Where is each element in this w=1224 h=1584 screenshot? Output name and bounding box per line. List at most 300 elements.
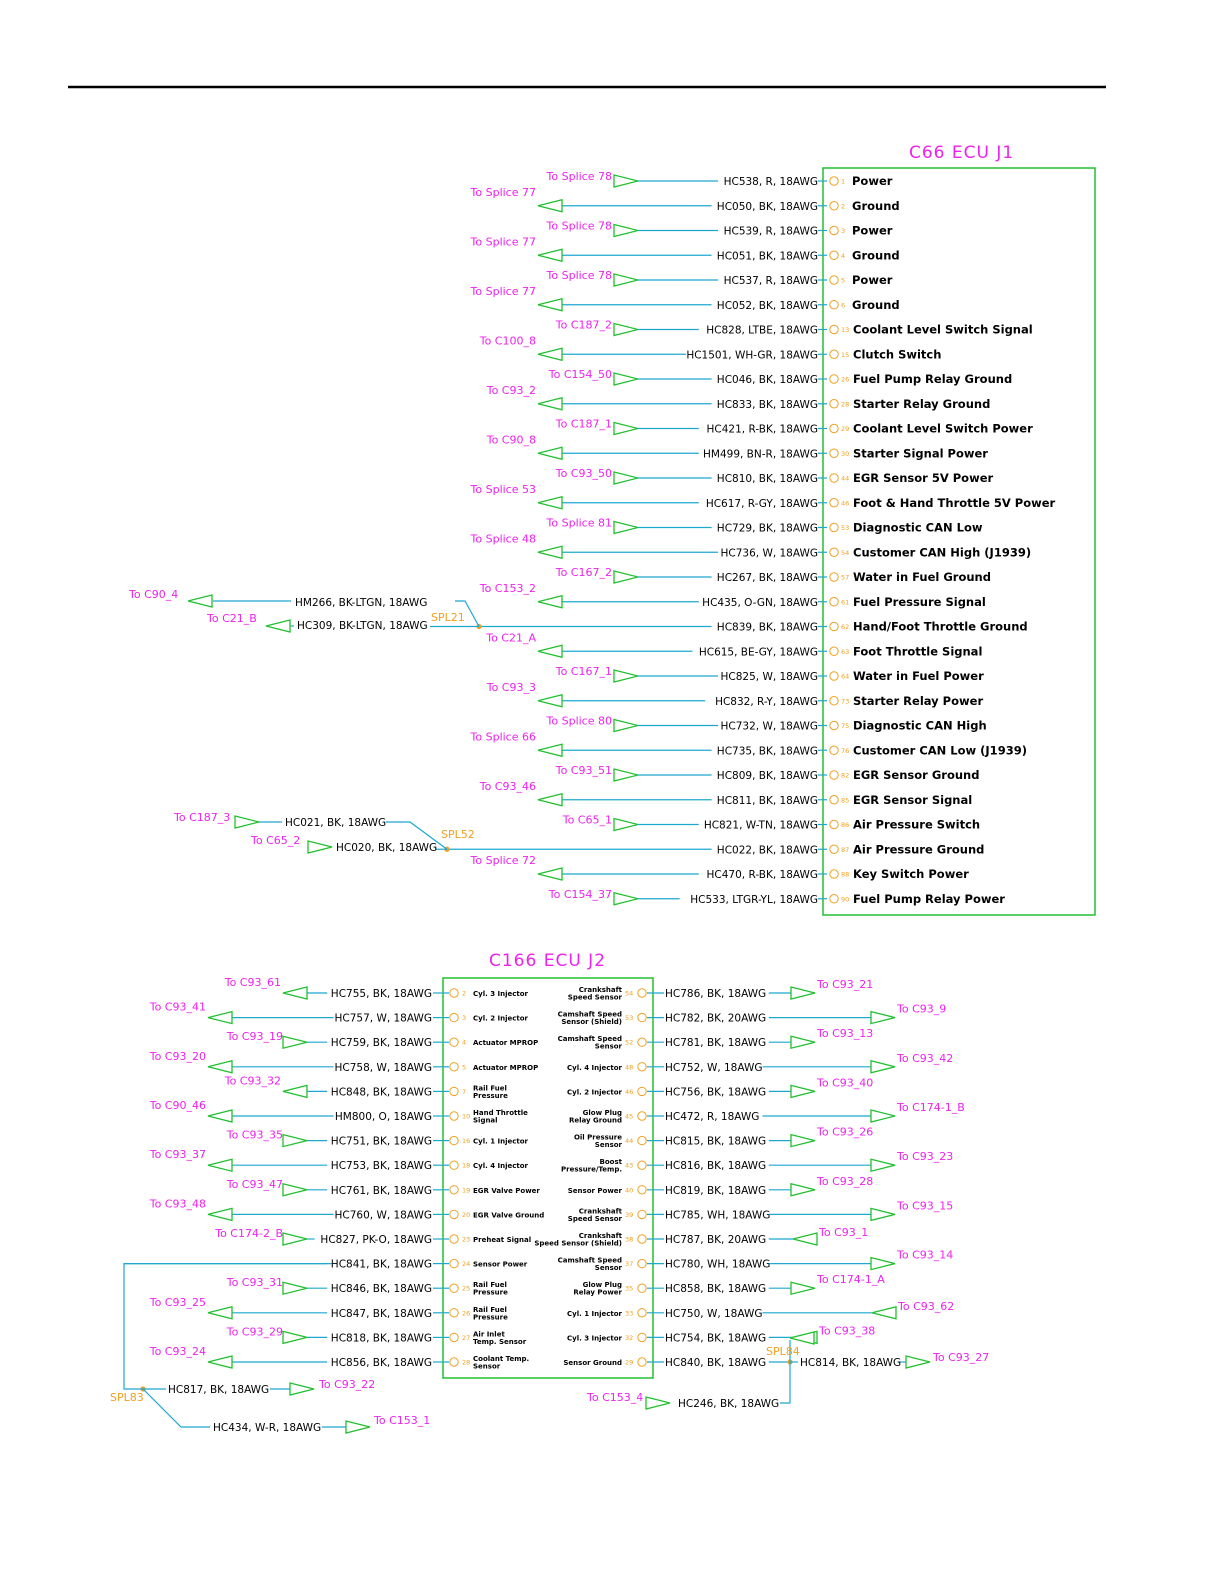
j2-right-pin-circle (638, 1210, 646, 1218)
j2-right-pin-circle (638, 1259, 646, 1267)
j1-pin-function: Ground (852, 198, 900, 213)
j1-pin-function: Starter Relay Power (853, 693, 984, 708)
j1-arrow-in (538, 868, 562, 880)
j1-arrow-out (614, 472, 638, 484)
j1-arrow-out (614, 373, 638, 385)
j2-right-function: Sensor Power (567, 1186, 622, 1195)
j1-dest-label: To C154_37 (548, 887, 612, 901)
j1-pin-function: Fuel Pressure Signal (853, 594, 986, 609)
j1-pin-function: Diagnostic CAN Low (853, 520, 983, 535)
j2-right-pin-circle (638, 1112, 646, 1120)
j1-pin-circle (830, 697, 838, 705)
j1-wire-label: HC617, R-GY, 18AWG (705, 497, 818, 510)
j2-right-dest: To C93_62 (898, 1299, 955, 1313)
j2-left-wire-label: HC751, BK, 18AWG (330, 1135, 432, 1148)
j2-right-function: Glow Plug Relay Ground (568, 1109, 622, 1125)
j1-pin-function: Power (852, 174, 893, 188)
j2-right-arrow (871, 1258, 895, 1270)
j2-left-wire-label: HC757, W, 18AWG (334, 1012, 432, 1025)
j2-left-wire-label: HC856, BK, 18AWG (330, 1357, 432, 1369)
j2-right-function: Cyl. 1 Injector (567, 1309, 622, 1318)
j2-left-wire-label: HM800, O, 18AWG (334, 1111, 432, 1123)
j2-left-wire-label: HC841, BK, 18AWG (330, 1258, 432, 1271)
j2-left-wire-label: HC846, BK, 18AWG (330, 1283, 432, 1296)
j2-left-function: Air Inlet Temp. Sensor (473, 1330, 527, 1346)
j2-right-pin-circle (638, 1235, 646, 1243)
j2-left-dest: To C93_25 (149, 1295, 206, 1309)
j2-left-pin-number: 2 (462, 989, 467, 998)
j1-rows (188, 170, 1056, 906)
j1-pin-number: 54 (841, 548, 850, 557)
spl83-to-a: To C93_22 (319, 1378, 376, 1391)
j1-pin-function: Foot Throttle Signal (853, 644, 983, 659)
j2-right-pin-number: 48 (625, 1063, 634, 1072)
j2-left-pin-number: 25 (462, 1284, 471, 1293)
j2-left-wire-label: HC761, BK, 18AWG (330, 1184, 432, 1197)
j2-left-pin-number: 5 (462, 1063, 467, 1072)
j1-wire-label: HC833, BK, 18AWG (716, 398, 818, 411)
j2-left-dest: To C93_29 (226, 1325, 283, 1339)
j2-left-dest: To C93_37 (149, 1148, 206, 1162)
j2-right-function: Sensor Ground (563, 1359, 622, 1367)
j2-right-wire-label: HC472, R, 18AWG (665, 1111, 760, 1123)
j1-wire-label: HC729, BK, 18AWG (716, 522, 818, 535)
j1-dest-label: To Splice 66 (470, 730, 536, 744)
j2-left-dest: To C93_31 (226, 1276, 283, 1290)
j2-right-pin-number: 32 (625, 1333, 634, 1342)
j2-right-arrow (871, 1061, 895, 1073)
j2-left-arrow-out (208, 1061, 232, 1073)
j2-left-pin-circle (450, 1284, 458, 1292)
j2-left-dest: To C93_19 (226, 1030, 283, 1044)
j1-pin-function: Coolant Level Switch Power (853, 421, 1033, 436)
j2-right-pin-number: 37 (625, 1260, 634, 1269)
j1-pin-number: 63 (841, 647, 850, 656)
j1-arrow-in (538, 348, 562, 360)
j1-pin-number: 90 (841, 895, 850, 904)
j2-right-pin-number: 40 (625, 1186, 634, 1195)
j2-left-pin-circle (450, 1161, 458, 1169)
j1-pin-function: EGR Sensor Signal (853, 792, 973, 807)
j2-right-pin-number: 43 (625, 1161, 634, 1170)
j2-right-pin-circle (638, 1013, 646, 1021)
j1-pin-circle (830, 721, 838, 729)
j2-left-pin-circle (450, 1210, 458, 1218)
j1-wire-label: HC050, BK, 18AWG (716, 200, 818, 213)
j2-right-arrow (791, 1184, 815, 1196)
j1-pin-circle (830, 647, 838, 655)
j1-pin-number: 26 (841, 375, 850, 384)
j1-dest-label: To C153_2 (479, 581, 536, 595)
j1-wire-label: HC736, W, 18AWG (720, 547, 818, 560)
j1-pin-number: 29 (841, 425, 850, 433)
j1-pin-function: Customer CAN Low (J1939) (853, 743, 1027, 758)
j1-arrow-in (538, 695, 562, 707)
j1-pin-number: 6 (841, 301, 846, 310)
j2-right-arrow (791, 1085, 815, 1097)
j2-left-function: Cyl. 3 Injector (473, 990, 528, 998)
j2-connector (110, 951, 989, 1434)
j1-pin-circle (830, 771, 838, 779)
j1-arrow-in (538, 200, 562, 212)
spl52-arrow-a (235, 816, 259, 828)
j1-arrow-out (614, 769, 638, 781)
j2-right-pin-number: 53 (625, 1014, 634, 1023)
j1-arrow-out (614, 670, 638, 682)
j2-left-dest: To C93_35 (226, 1128, 283, 1142)
j1-wire-label: HC825, W, 18AWG (720, 671, 818, 683)
j2-right-wire-label: HC754, BK, 18AWG (665, 1332, 767, 1345)
j2-right-wire-label: HC858, BK, 18AWG (665, 1283, 767, 1296)
j2-right-pin-circle (638, 1038, 646, 1046)
j1-dest-label: To C65_1 (562, 813, 612, 827)
j2-left-arrow-in (283, 1233, 307, 1245)
j1-arrow-in (538, 249, 562, 261)
j1-dest-label: To Splice 78 (546, 170, 612, 183)
j2-right-wire-label: HC819, BK, 18AWG (665, 1184, 767, 1197)
j1-wire-label: HM499, BN-R, 18AWG (703, 448, 818, 461)
j2-right-function: Camshaft Speed Sensor (557, 1035, 622, 1051)
j2-left-pin-number: 4 (462, 1038, 467, 1047)
j2-right-pin-circle (638, 1087, 646, 1095)
spl21-group (128, 588, 465, 632)
j1-connector (128, 143, 1095, 915)
j1-dest-label: To C93_50 (555, 467, 612, 480)
j1-pin-function: Water in Fuel Power (853, 669, 984, 683)
j1-dest-label: To Splice 81 (546, 516, 612, 530)
j2-left-dest: To C93_48 (149, 1197, 206, 1211)
j2-left-function: Rail Fuel Pressure (473, 1305, 508, 1322)
j1-wire-label: HC821, W-TN, 18AWG (703, 819, 818, 832)
j1-pin-function: Power (852, 273, 893, 287)
j2-left-pin-number: 27 (462, 1333, 471, 1342)
j1-pin-number: 2 (841, 202, 846, 211)
j2-left-wire-label: HC760, W, 18AWG (334, 1209, 432, 1222)
j1-pin-circle (830, 796, 838, 804)
j1-pin-function: EGR Sensor 5V Power (853, 471, 994, 485)
j2-right-dest: To C93_42 (897, 1051, 954, 1065)
j1-wire-label: HC267, BK, 18AWG (716, 572, 818, 584)
j1-pin-number: 75 (841, 722, 850, 730)
j2-right-pin-number: 54 (625, 989, 634, 998)
j2-right-dest: To C93_23 (897, 1150, 954, 1164)
j2-right-wire-label: HC782, BK, 20AWG (665, 1012, 767, 1025)
j1-wire-label: HC735, BK, 18AWG (716, 745, 818, 758)
j2-right-function: Camshaft Speed Sensor (557, 1256, 622, 1273)
j2-left-pin-number: 10 (462, 1112, 471, 1121)
j2-right-dest: To C93_13 (817, 1027, 874, 1041)
j2-left-function: Cyl. 4 Injector (473, 1162, 528, 1171)
j2-left-pin-number: 23 (462, 1235, 471, 1244)
j2-right-function: Cyl. 4 Injector (567, 1063, 622, 1072)
j2-left-function: EGR Valve Ground (473, 1211, 545, 1220)
j2-right-dest: To C93_14 (897, 1248, 954, 1262)
j1-wire-label: HC615, BE-GY, 18AWG (698, 646, 818, 659)
spl21-label: SPL21 (431, 611, 465, 624)
j2-right-wire-label: HC750, W, 18AWG (665, 1307, 763, 1320)
spl83-arrow-a (290, 1383, 314, 1395)
j2-left-function: Rail Fuel Pressure (473, 1281, 508, 1297)
j2-left-function: EGR Valve Power (473, 1186, 540, 1195)
j2-left-pin-circle (450, 1087, 458, 1095)
j1-dest-label: To Splice 53 (470, 482, 536, 496)
spl52-wire-b: HC020, BK, 18AWG (336, 842, 438, 854)
j2-left-wire-label: HC758, W, 18AWG (334, 1061, 432, 1074)
j1-dest-label: To Splice 48 (470, 532, 536, 546)
j1-pin-circle (830, 573, 838, 581)
j2-left-pin-circle (450, 989, 458, 997)
j1-arrow-in (538, 299, 562, 311)
j1-arrow-in (538, 398, 562, 410)
j2-right-arrow (791, 987, 815, 999)
spl84-to-b: To C153_4 (587, 1391, 644, 1404)
j2-right-dest: To C174-1_A (817, 1273, 885, 1287)
j2-left-dest: To C174-2_B (215, 1227, 283, 1240)
j1-arrow-out (614, 274, 638, 286)
j2-right-arrow (791, 1135, 815, 1147)
j2-right-pin-circle (638, 1309, 646, 1317)
j2-right-wire-label: HC780, WH, 18AWG (665, 1258, 771, 1271)
j1-wire-label: HC435, O-GN, 18AWG (702, 596, 818, 609)
j2-right-dest: To C93_38 (819, 1324, 876, 1338)
j2-left-function: Hand Throttle Signal (473, 1109, 528, 1125)
j1-wire-label: HC046, BK, 18AWG (716, 374, 818, 386)
j2-right-arrow (871, 1110, 895, 1122)
spl84-arrow-c (790, 1332, 814, 1344)
j1-pin-number: 64 (841, 672, 850, 681)
j2-right-function: Oil Pressure Sensor (573, 1133, 622, 1150)
j2-left-function: Preheat Signal (473, 1236, 532, 1244)
j2-left-arrow-out (208, 1307, 232, 1319)
j1-arrow-out (614, 720, 638, 732)
j2-left-function: Actuator MPROP (473, 1039, 539, 1048)
j1-pin-circle (830, 449, 838, 457)
j2-right-pin-number: 44 (625, 1137, 634, 1146)
j1-pin-circle (830, 424, 838, 432)
j1-pin-circle (830, 870, 838, 878)
j1-pin-circle (830, 523, 838, 531)
j1-wire-label: HC052, BK, 18AWG (716, 299, 818, 312)
j2-left-function: Coolant Temp. Sensor (473, 1355, 530, 1371)
j1-pin-function: Key Switch Power (853, 867, 969, 881)
spl84-wire-b: HC246, BK, 18AWG (678, 1398, 780, 1410)
j2-left-pin-circle (450, 1112, 458, 1120)
spl21-arrow-a (188, 595, 212, 607)
j2-left-wire-label: HC759, BK, 18AWG (330, 1037, 432, 1050)
j1-arrow-in (538, 744, 562, 756)
spl84-label: SPL84 (766, 1345, 800, 1358)
j2-right-dest: To C93_40 (817, 1076, 874, 1090)
j2-left-arrow-out (208, 1208, 232, 1220)
j1-dest-label: To Splice 78 (546, 269, 612, 282)
j1-dest-label: To Splice 72 (470, 854, 536, 867)
j2-right-pin-number: 33 (625, 1309, 634, 1318)
j2-left-arrow-out (283, 987, 307, 999)
j1-dest-label: To C93_46 (479, 779, 536, 793)
j2-title: C166 ECU J2 (489, 951, 607, 971)
j2-right-dest: To C93_1 (819, 1226, 869, 1239)
j1-pin-function: Air Pressure Ground (853, 842, 985, 857)
j2-left-function: Cyl. 2 Injector (473, 1014, 528, 1023)
j2-right-arrow (871, 1012, 895, 1024)
j2-right-pin-number: 46 (625, 1087, 634, 1096)
j1-wire-label: HC732, W, 18AWG (720, 720, 818, 733)
spl21-wire-a: HM266, BK-LTGN, 18AWG (295, 597, 428, 609)
j2-left-pin-number: 20 (462, 1210, 471, 1219)
j1-wire-label: HC470, R-BK, 18AWG (706, 869, 818, 881)
spl84-arrow-b (646, 1397, 670, 1409)
j1-pin-number: 3 (841, 227, 846, 235)
j1-pin-function: Fuel Pump Relay Power (853, 891, 1005, 906)
j2-left-pin-number: 28 (462, 1358, 471, 1367)
j2-right-pin-circle (638, 1333, 646, 1341)
j1-dest-label: To Splice 77 (470, 235, 536, 249)
j2-right-arrow (793, 1233, 817, 1245)
j1-pin-number: 30 (841, 449, 850, 458)
j2-left-pin-circle (450, 1063, 458, 1071)
j1-dest-label: To C167_2 (555, 566, 612, 579)
j1-pin-circle (830, 499, 838, 507)
spl83-wire-b: HC434, W-R, 18AWG (213, 1422, 322, 1434)
j1-pin-function: Ground (852, 248, 900, 263)
j2-right-dest: To C93_28 (817, 1174, 874, 1188)
j2-left-wire-label: HC755, BK, 18AWG (330, 988, 432, 1000)
j2-right-pin-circle (638, 1161, 646, 1169)
spl83-arrow-b (346, 1421, 370, 1433)
j2-right-dest: To C93_21 (817, 978, 874, 991)
j1-dest-label: To C187_2 (555, 318, 612, 332)
j1-pin-number: 13 (841, 326, 850, 334)
j1-dest-label: To Splice 78 (546, 219, 612, 233)
spl21-arrow-b (266, 620, 290, 632)
j1-dest-label: To C93_51 (555, 764, 612, 777)
j1-pin-number: 44 (841, 474, 850, 483)
j2-left-pin-circle (450, 1259, 458, 1267)
j2-right-wire-label: HC840, BK, 18AWG (665, 1357, 767, 1369)
j2-left-dest: To C93_24 (149, 1345, 206, 1358)
j2-left-pin-circle (450, 1013, 458, 1021)
spl21-wire-b: HC309, BK-LTGN, 18AWG (297, 620, 428, 632)
j2-right-arrow (871, 1208, 895, 1220)
j2-right-wire-label: HC787, BK, 20AWG (665, 1234, 767, 1246)
j1-dest-label: To C93_2 (486, 383, 536, 397)
j1-arrow-out (614, 571, 638, 583)
j2-right-dest: To C174-1_B (897, 1101, 965, 1114)
j2-left-function: Actuator MPROP (473, 1063, 539, 1072)
j2-right-pin-number: 39 (625, 1210, 634, 1219)
j1-arrow-in (538, 546, 562, 558)
j1-pin-number: 57 (841, 573, 850, 582)
j2-right-arrow (791, 1036, 815, 1048)
j1-pin-function: Foot & Hand Throttle 5V Power (853, 495, 1056, 510)
j1-dest-label: To Splice 77 (470, 284, 536, 298)
j1-dest-label: To C21_A (486, 631, 536, 645)
j1-pin-function: Starter Relay Ground (853, 396, 991, 411)
j1-wire-label: HC022, BK, 18AWG (716, 844, 818, 857)
j2-left-pin-circle (450, 1333, 458, 1341)
j1-dest-label: To C187_1 (555, 417, 612, 431)
j1-pin-number: 87 (841, 845, 850, 854)
j1-arrow-out (614, 522, 638, 534)
j1-pin-circle (830, 276, 838, 284)
j2-left-pin-number: 24 (462, 1260, 471, 1269)
j1-dest-label: To Splice 80 (546, 714, 612, 728)
spl84-wire-a: HC814, BK, 18AWG (800, 1357, 902, 1369)
j2-left-wire-label: HC753, BK, 18AWG (330, 1160, 432, 1173)
j1-arrow-in (538, 596, 562, 608)
j1-arrow-out (614, 423, 638, 435)
j2-right-pin-circle (638, 1358, 646, 1366)
j1-arrow-in (538, 447, 562, 459)
spl84-wire-b-line (780, 1362, 790, 1403)
j1-pin-circle (830, 400, 838, 408)
j2-left-pin-circle (450, 1358, 458, 1366)
j2-left-pin-number: 7 (462, 1087, 467, 1096)
j2-left-dest: To C93_47 (226, 1177, 283, 1191)
j2-left-pin-number: 18 (462, 1161, 471, 1170)
j1-pin-circle (830, 548, 838, 556)
j1-wire-label: HC828, LTBE, 18AWG (706, 324, 818, 337)
j2-right-function: Crankshaft Speed Sensor (567, 1207, 622, 1223)
spl52-to-a: To C187_3 (174, 811, 231, 824)
j1-arrow-in (538, 645, 562, 657)
j2-right-arrow (871, 1159, 895, 1171)
spl84-arrow-a (906, 1356, 930, 1368)
j2-right-dest: To C93_26 (817, 1125, 874, 1139)
j1-wire-label: HC811, BK, 18AWG (716, 794, 818, 807)
j2-left-pin-circle (450, 1235, 458, 1243)
j1-wire-label: HC051, BK, 18AWG (716, 250, 818, 263)
j2-right-pin-number: 38 (625, 1235, 634, 1244)
j2-left-arrow-in (283, 1036, 307, 1048)
j2-left-function: Rail Fuel Pressure (473, 1084, 508, 1100)
j1-dest-label: To C154_50 (548, 368, 612, 381)
j2-left-wire-label: HC818, BK, 18AWG (330, 1332, 432, 1345)
j1-pin-circle (830, 474, 838, 482)
j1-pin-circle (830, 251, 838, 259)
j1-pin-circle (830, 325, 838, 333)
j1-dest-label: To C167_1 (555, 665, 612, 678)
j1-wire-label: HC810, BK, 18AWG (716, 473, 818, 485)
j2-right-arrow (791, 1282, 815, 1294)
j1-pin-circle (830, 598, 838, 606)
j2-left-arrow-out (283, 1085, 307, 1097)
j1-title: C66 ECU J1 (909, 143, 1015, 163)
j1-pin-circle (830, 226, 838, 234)
j1-pin-number: 85 (841, 796, 850, 805)
spl52-label: SPL52 (441, 828, 475, 841)
j1-wire-label: HC538, R, 18AWG (723, 176, 818, 188)
j1-dest-label: To C90_8 (486, 433, 536, 447)
j1-pin-circle (830, 622, 838, 630)
j1-pin-number: 76 (841, 746, 850, 755)
j2-left-arrow-out (208, 1012, 232, 1024)
j1-dest-label: To Splice 77 (470, 185, 536, 199)
j1-wire-label: HC839, BK, 18AWG (716, 621, 818, 634)
j2-right-function: Cyl. 3 Injector (567, 1334, 622, 1343)
j2-right-function: Crankshaft Speed Sensor (Shield) (534, 1232, 622, 1248)
j2-left-function: Sensor Power (473, 1260, 528, 1269)
j1-pin-circle (830, 820, 838, 828)
j1-pin-number: 46 (841, 499, 850, 508)
j1-pin-number: 4 (841, 251, 846, 260)
j2-right-function: Camshaft Speed Sensor (Shield) (557, 1010, 622, 1027)
j2-right-function: Boost Pressure/Temp. (561, 1158, 622, 1174)
j1-pin-circle (830, 672, 838, 680)
j2-left-pin-number: 16 (462, 1137, 471, 1146)
j1-pin-number: 5 (841, 276, 846, 285)
j1-pin-circle (830, 177, 838, 185)
